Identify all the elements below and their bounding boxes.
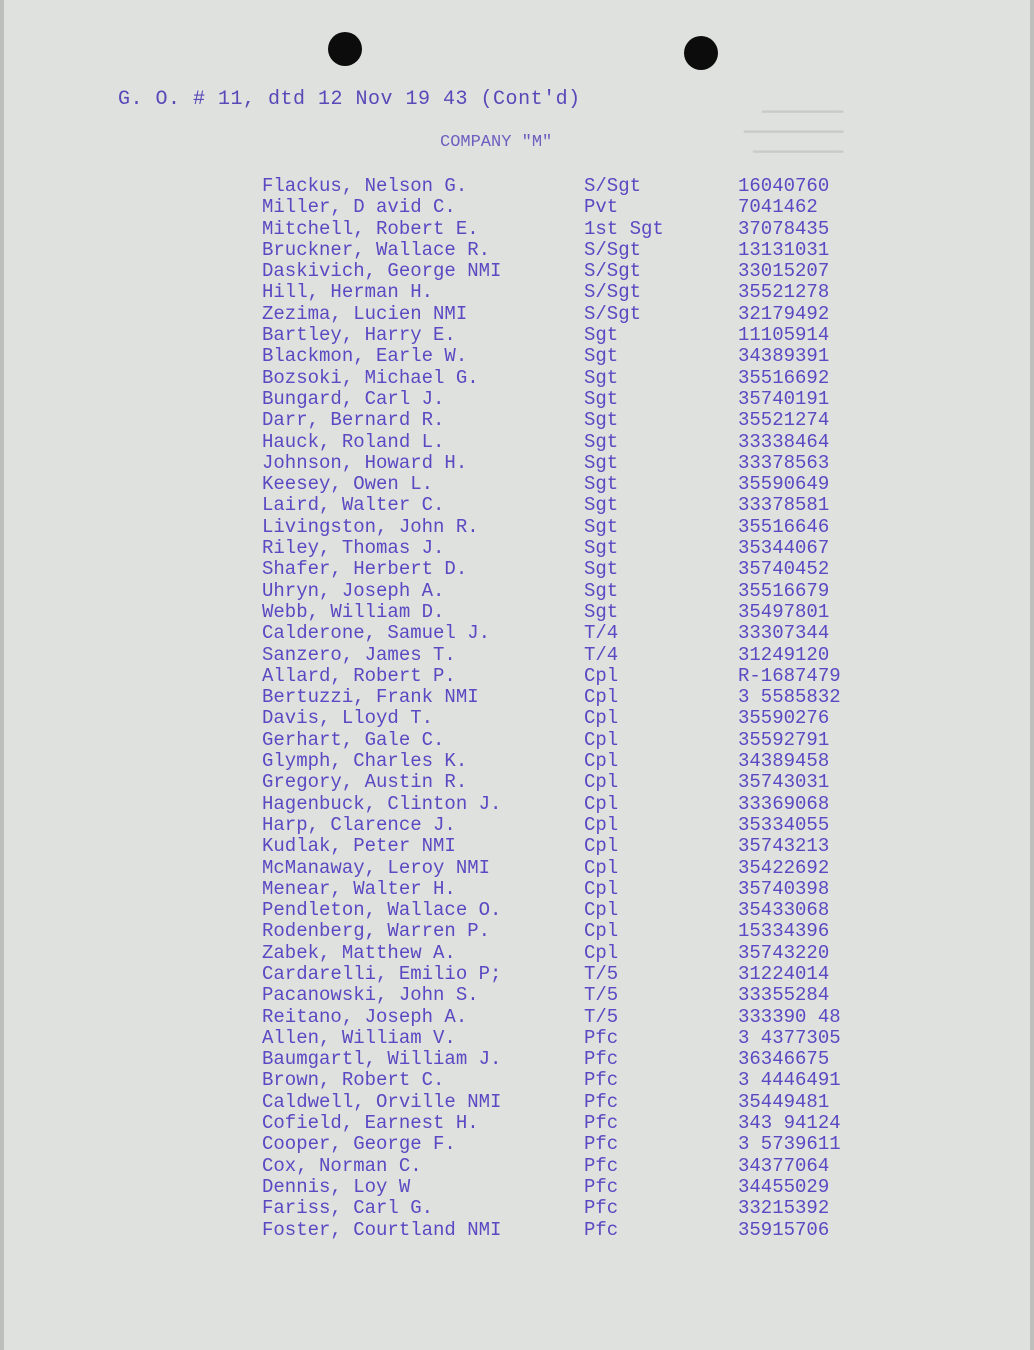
roster-row	[262, 772, 902, 793]
roster-row	[262, 453, 902, 474]
soldier-name: Davis, Lloyd T.	[262, 707, 434, 730]
serial-number: 35743213	[738, 835, 830, 858]
soldier-name: Zezima, Lucien NMI	[262, 302, 468, 325]
serial-number: 34377064	[738, 1154, 830, 1177]
soldier-name: Shafer, Herbert D.	[262, 558, 468, 581]
soldier-rank: Sgt	[584, 409, 619, 432]
soldier-rank: 1st Sgt	[584, 217, 664, 240]
serial-number: 35590649	[738, 473, 830, 496]
soldier-rank: Cpl	[584, 835, 619, 858]
soldier-rank: S/Sgt	[584, 175, 642, 197]
serial-number: 33015207	[738, 260, 830, 283]
serial-number: 13131031	[738, 238, 830, 261]
roster-row	[262, 964, 902, 985]
serial-number: 35915706	[738, 1218, 830, 1241]
roster-row	[262, 240, 902, 261]
serial-number: 33338464	[738, 430, 830, 453]
soldier-name: Webb, William D.	[262, 600, 445, 623]
serial-number: 16040760	[738, 175, 830, 197]
soldier-rank: Cpl	[584, 877, 619, 900]
soldier-name: Laird, Walter C.	[262, 494, 445, 517]
soldier-name: Harp, Clarence J.	[262, 813, 456, 836]
soldier-name: Mitchell, Robert E.	[262, 217, 479, 240]
serial-number: 33215392	[738, 1197, 830, 1220]
serial-number: 35516646	[738, 515, 830, 538]
roster-row	[262, 708, 902, 729]
serial-number: 32179492	[738, 302, 830, 325]
soldier-name: Rodenberg, Warren P.	[262, 920, 491, 943]
soldier-rank: Sgt	[584, 537, 619, 560]
serial-number: 3 4377305	[738, 1026, 841, 1049]
roster-row	[262, 495, 902, 516]
soldier-rank: Cpl	[584, 664, 619, 687]
soldier-name: Hill, Herman H.	[262, 281, 434, 304]
roster-row	[262, 559, 902, 580]
serial-number: 3 5739611	[738, 1133, 841, 1156]
soldier-name: Allen, William V.	[262, 1026, 456, 1049]
serial-number: 35592791	[738, 728, 830, 751]
soldier-rank: Pvt	[584, 196, 619, 219]
soldier-name: Baumgartl, William J.	[262, 1048, 502, 1071]
roster-row	[262, 1156, 902, 1177]
soldier-rank: Sgt	[584, 579, 619, 602]
roster-row	[262, 1070, 902, 1091]
serial-number: 34389458	[738, 750, 830, 773]
soldier-name: Cofield, Earnest H.	[262, 1112, 479, 1135]
roster-row	[262, 645, 902, 666]
soldier-name: Zabek, Matthew A.	[262, 941, 456, 964]
soldier-name: Miller, D avid C.	[262, 196, 456, 219]
roster-row	[262, 1092, 902, 1113]
soldier-rank: Cpl	[584, 728, 619, 751]
soldier-name: Pendleton, Wallace O.	[262, 899, 502, 922]
serial-number: 35433068	[738, 899, 830, 922]
roster-row	[262, 410, 902, 431]
serial-number: 36346675	[738, 1048, 830, 1071]
soldier-rank: Sgt	[584, 600, 619, 623]
serial-number: 35740452	[738, 558, 830, 581]
serial-number: 35334055	[738, 813, 830, 836]
soldier-rank: Sgt	[584, 366, 619, 389]
roster-row	[262, 836, 902, 857]
soldier-name: Bruckner, Wallace R.	[262, 238, 491, 261]
soldier-name: Sanzero, James T.	[262, 643, 456, 666]
soldier-name: Keesey, Owen L.	[262, 473, 434, 496]
soldier-name: Brown, Robert C.	[262, 1069, 445, 1092]
roster-row	[262, 1113, 902, 1134]
soldier-rank: Cpl	[584, 771, 619, 794]
soldier-rank: Sgt	[584, 494, 619, 517]
soldier-rank: Pfc	[584, 1218, 619, 1241]
soldier-name: Bartley, Harry E.	[262, 324, 456, 347]
soldier-name: Fariss, Carl G.	[262, 1197, 434, 1220]
roster-row	[262, 176, 902, 197]
serial-number: 35449481	[738, 1090, 830, 1113]
soldier-name: Calderone, Samuel J.	[262, 622, 491, 645]
serial-number: 33307344	[738, 622, 830, 645]
serial-number: 35516692	[738, 366, 830, 389]
soldier-name: Pacanowski, John S.	[262, 984, 479, 1007]
soldier-rank: Cpl	[584, 899, 619, 922]
serial-number: 35590276	[738, 707, 830, 730]
serial-number: 37078435	[738, 217, 830, 240]
roster-row	[262, 900, 902, 921]
roster-row	[262, 1007, 902, 1028]
roster-row	[262, 282, 902, 303]
soldier-rank: Pfc	[584, 1048, 619, 1071]
roster-row	[262, 751, 902, 772]
soldier-rank: T/5	[584, 1005, 619, 1028]
serial-number: 35740191	[738, 387, 830, 410]
roster-row	[262, 1049, 902, 1070]
soldier-name: Blackmon, Earle W.	[262, 345, 468, 368]
roster-row	[262, 1134, 902, 1155]
soldier-rank: Pfc	[584, 1175, 619, 1198]
serial-number: 35344067	[738, 537, 830, 560]
soldier-rank: Sgt	[584, 515, 619, 538]
roster-row	[262, 687, 902, 708]
serial-number: 35521274	[738, 409, 830, 432]
serial-number: 333390 48	[738, 1005, 841, 1028]
soldier-rank: Cpl	[584, 792, 619, 815]
soldier-rank: Pfc	[584, 1026, 619, 1049]
soldier-rank: T/4	[584, 643, 619, 666]
company-title: COMPANY "M"	[440, 133, 553, 152]
soldier-rank: T/5	[584, 962, 619, 985]
serial-number: 35516679	[738, 579, 830, 602]
roster-row	[262, 432, 902, 453]
soldier-name: Hagenbuck, Clinton J.	[262, 792, 502, 815]
soldier-name: Menear, Walter H.	[262, 877, 456, 900]
soldier-rank: Sgt	[584, 324, 619, 347]
punch-hole-left	[328, 32, 362, 66]
soldier-name: Uhryn, Joseph A.	[262, 579, 445, 602]
soldier-name: Bozsoki, Michael G.	[262, 366, 479, 389]
roster-row	[262, 815, 902, 836]
roster-row	[262, 921, 902, 942]
serial-number: 343 94124	[738, 1112, 841, 1135]
soldier-name: Livingston, John R.	[262, 515, 479, 538]
soldier-name: Riley, Thomas J.	[262, 537, 445, 560]
soldier-rank: Sgt	[584, 558, 619, 581]
roster-row	[262, 325, 902, 346]
roster-row	[262, 1177, 902, 1198]
soldier-name: Daskivich, George NMI	[262, 260, 502, 283]
roster-row	[262, 304, 902, 325]
roster-row	[262, 261, 902, 282]
soldier-name: Caldwell, Orville NMI	[262, 1090, 502, 1113]
soldier-name: Cooper, George F.	[262, 1133, 456, 1156]
soldier-rank: Sgt	[584, 387, 619, 410]
soldier-name: Kudlak, Peter NMI	[262, 835, 456, 858]
serial-number: 31249120	[738, 643, 830, 666]
serial-number: 3 5585832	[738, 686, 841, 709]
serial-number: 3 4446491	[738, 1069, 841, 1092]
roster-row	[262, 1198, 902, 1219]
soldier-rank: Pfc	[584, 1090, 619, 1113]
soldier-rank: Cpl	[584, 707, 619, 730]
soldier-rank: Sgt	[584, 430, 619, 453]
serial-number: 31224014	[738, 962, 830, 985]
soldier-name: Johnson, Howard H.	[262, 451, 468, 474]
roster-row	[262, 346, 902, 367]
roster-row	[262, 602, 902, 623]
soldier-name: Bungard, Carl J.	[262, 387, 445, 410]
serial-number: 35521278	[738, 281, 830, 304]
roster-row	[262, 1220, 902, 1241]
soldier-name: Gerhart, Gale C.	[262, 728, 445, 751]
serial-number: 35743220	[738, 941, 830, 964]
soldier-rank: Cpl	[584, 813, 619, 836]
serial-number: 34455029	[738, 1175, 830, 1198]
bleed-through-text: ▁▁▁▁▁▁▁▁▁ ▁▁▁▁▁▁▁▁▁▁▁ ▁▁▁▁▁▁▁▁▁▁	[744, 97, 844, 154]
serial-number: 33355284	[738, 984, 830, 1007]
serial-number: 33378581	[738, 494, 830, 517]
soldier-rank: S/Sgt	[584, 260, 642, 283]
order-header: G. O. # 11, dtd 12 Nov 19 43 (Cont'd)	[118, 88, 581, 111]
roster-row	[262, 730, 902, 751]
soldier-rank: Cpl	[584, 856, 619, 879]
soldier-rank: Pfc	[584, 1069, 619, 1092]
soldier-rank: Sgt	[584, 473, 619, 496]
roster-row	[262, 197, 902, 218]
soldier-rank: S/Sgt	[584, 238, 642, 261]
roster-row	[262, 858, 902, 879]
serial-number: 33369068	[738, 792, 830, 815]
roster-row	[262, 985, 902, 1006]
roster-row	[262, 368, 902, 389]
roster-row	[262, 794, 902, 815]
soldier-name: Dennis, Loy W	[262, 1175, 411, 1198]
soldier-rank: Pfc	[584, 1112, 619, 1135]
soldier-rank: Cpl	[584, 941, 619, 964]
soldier-rank: Pfc	[584, 1133, 619, 1156]
serial-number: 35497801	[738, 600, 830, 623]
soldier-rank: Cpl	[584, 920, 619, 943]
document-page	[4, 0, 1030, 1350]
roster-row	[262, 219, 902, 240]
roster-row	[262, 474, 902, 495]
soldier-name: Cox, Norman C.	[262, 1154, 422, 1177]
soldier-rank: Sgt	[584, 345, 619, 368]
soldier-name: Hauck, Roland L.	[262, 430, 445, 453]
roster-row	[262, 517, 902, 538]
roster-row	[262, 623, 902, 644]
punch-hole-right	[684, 36, 718, 70]
soldier-rank: Pfc	[584, 1197, 619, 1220]
roster-row	[262, 538, 902, 559]
serial-number: 35740398	[738, 877, 830, 900]
soldier-name: Flackus, Nelson G.	[262, 175, 468, 197]
soldier-rank: T/5	[584, 984, 619, 1007]
roster-row	[262, 943, 902, 964]
soldier-name: Bertuzzi, Frank NMI	[262, 686, 479, 709]
soldier-name: Reitano, Joseph A.	[262, 1005, 468, 1028]
roster-row	[262, 666, 902, 687]
roster-row	[262, 879, 902, 900]
serial-number: 33378563	[738, 451, 830, 474]
serial-number: 11105914	[738, 324, 830, 347]
soldier-name: Darr, Bernard R.	[262, 409, 445, 432]
serial-number: 7041462	[738, 196, 818, 219]
serial-number: 35743031	[738, 771, 830, 794]
soldier-rank: Sgt	[584, 451, 619, 474]
soldier-rank: Pfc	[584, 1154, 619, 1177]
soldier-rank: Cpl	[584, 686, 619, 709]
soldier-name: McManaway, Leroy NMI	[262, 856, 491, 879]
soldier-rank: T/4	[584, 622, 619, 645]
soldier-name: Glymph, Charles K.	[262, 750, 468, 773]
serial-number: R-1687479	[738, 664, 841, 687]
soldier-name: Allard, Robert P.	[262, 664, 456, 687]
serial-number: 34389391	[738, 345, 830, 368]
soldier-name: Cardarelli, Emilio P;	[262, 962, 502, 985]
roster-row	[262, 581, 902, 602]
soldier-rank: Cpl	[584, 750, 619, 773]
roster-row	[262, 1028, 902, 1049]
serial-number: 35422692	[738, 856, 830, 879]
soldier-name: Gregory, Austin R.	[262, 771, 468, 794]
serial-number: 15334396	[738, 920, 830, 943]
roster-list	[262, 176, 902, 1241]
soldier-rank: S/Sgt	[584, 302, 642, 325]
soldier-rank: S/Sgt	[584, 281, 642, 304]
soldier-name: Foster, Courtland NMI	[262, 1218, 502, 1241]
roster-row	[262, 389, 902, 410]
